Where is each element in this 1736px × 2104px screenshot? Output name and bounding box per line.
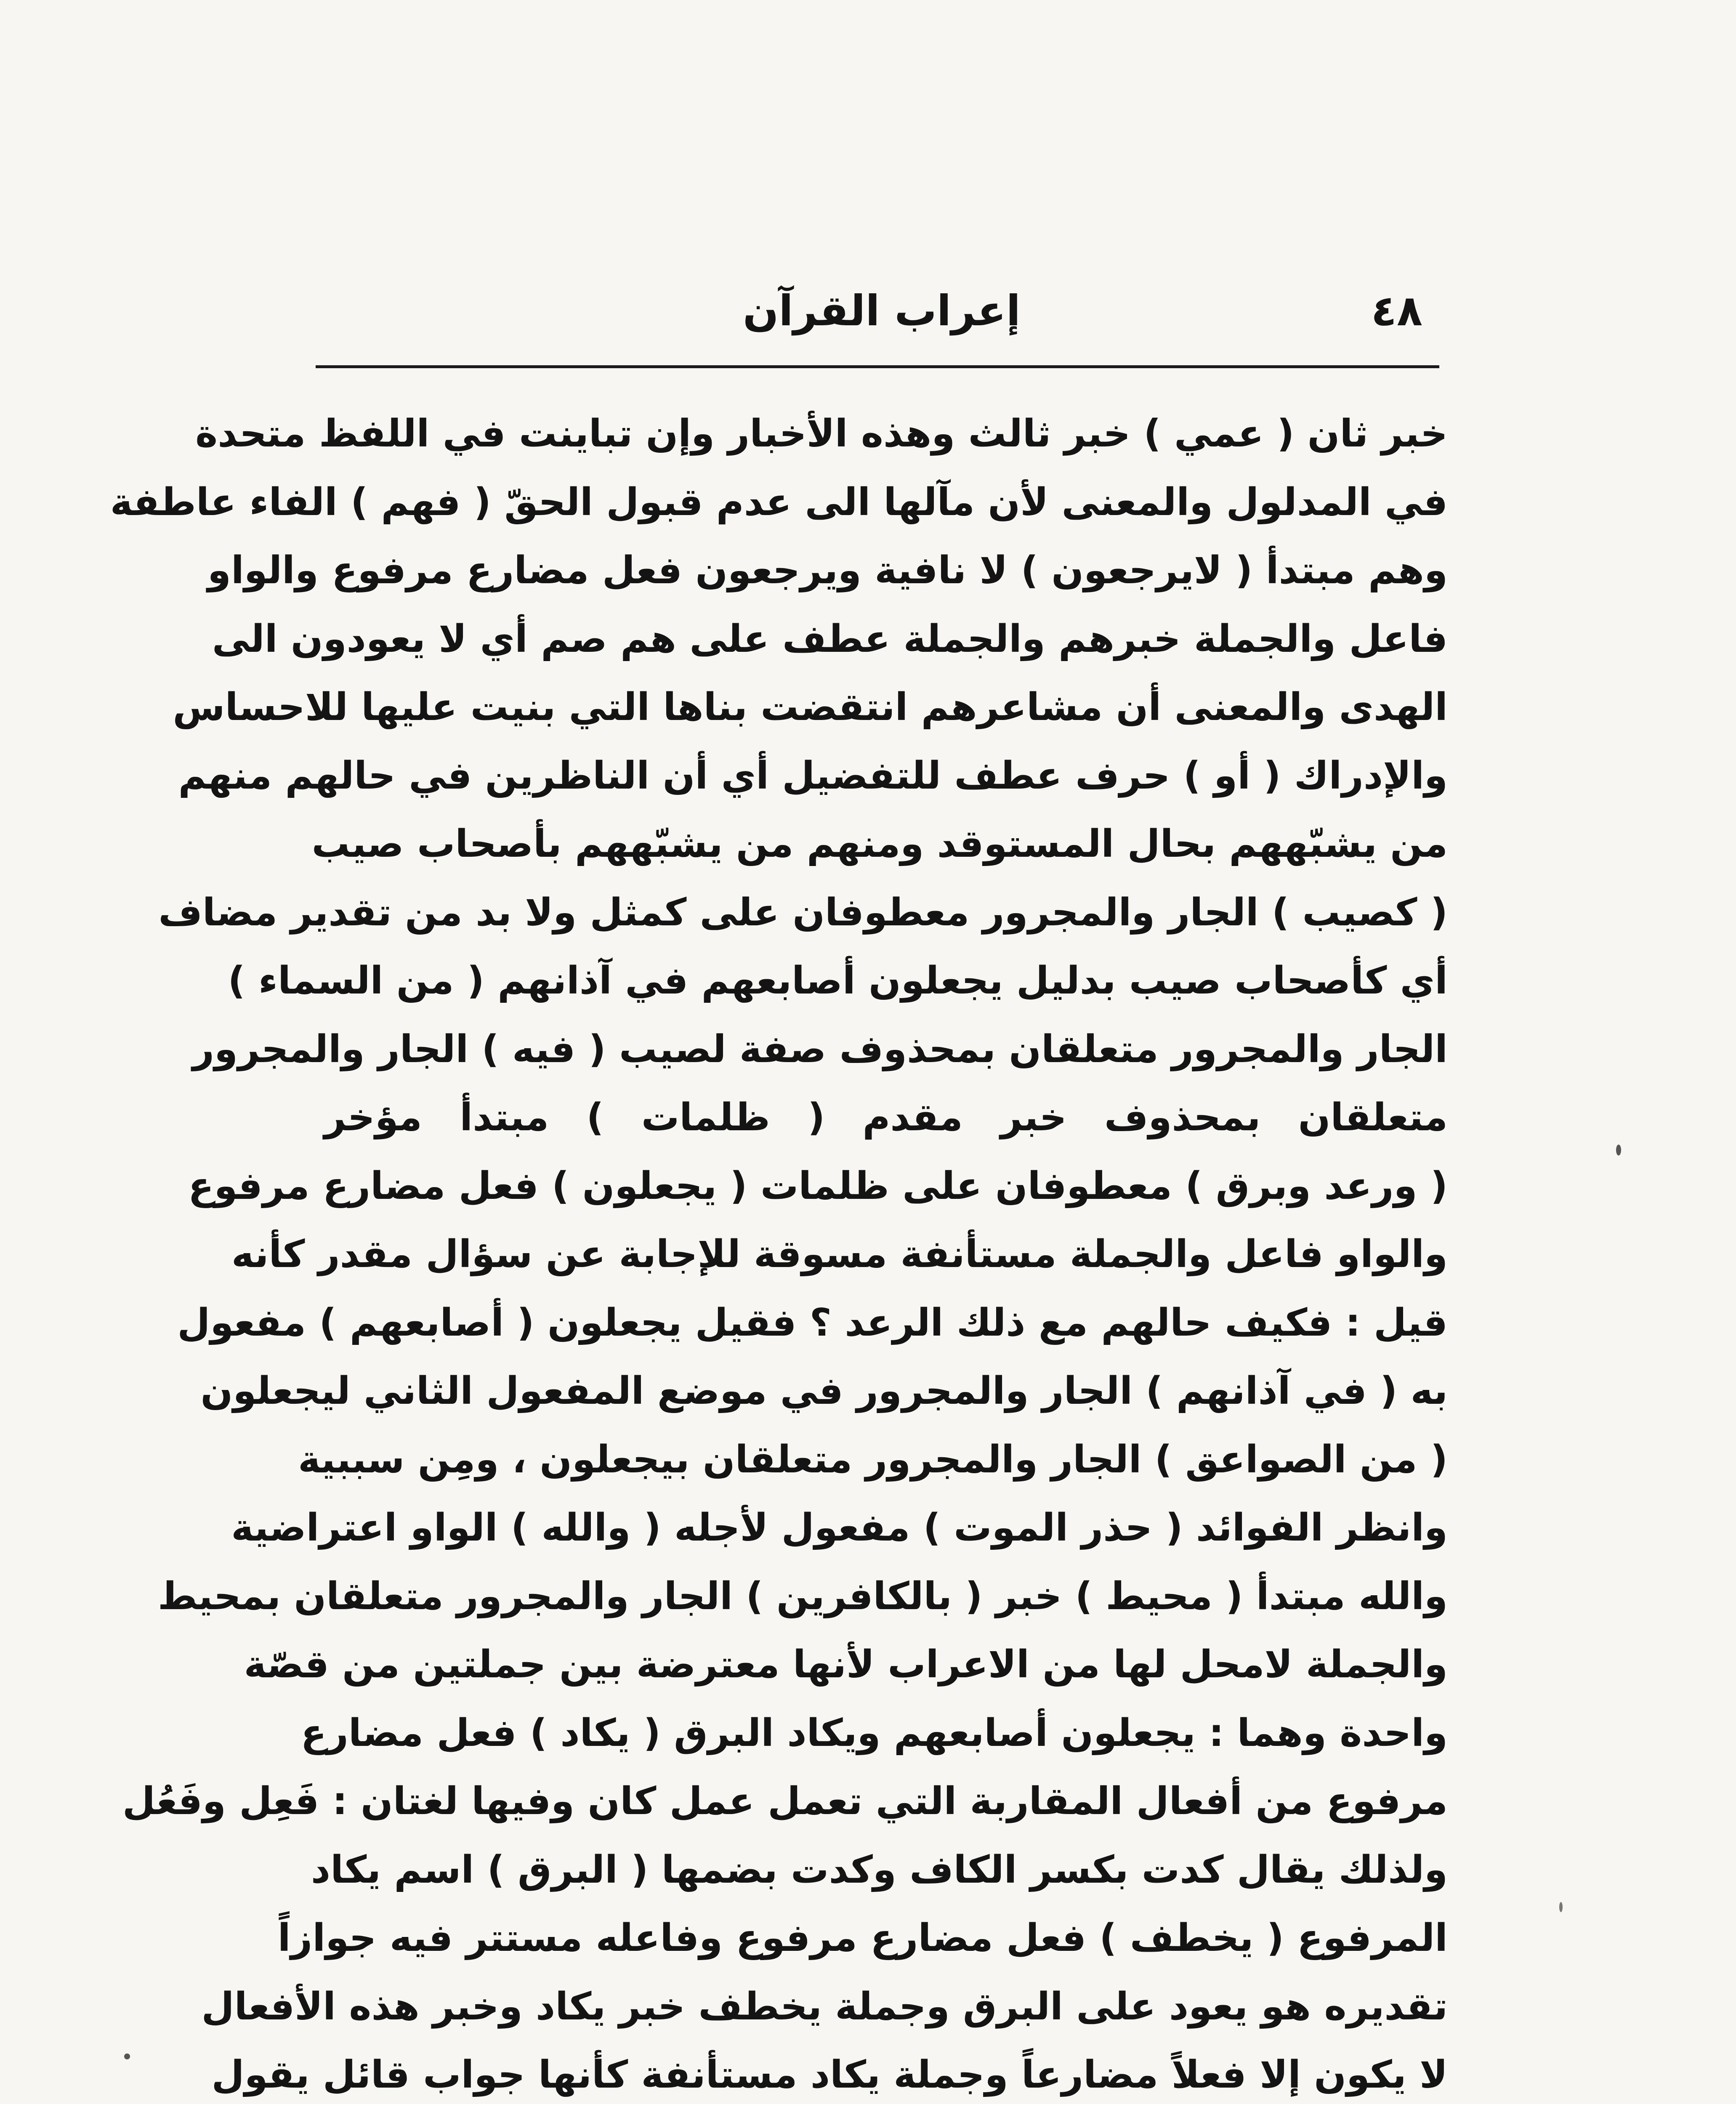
text-line: ( كصيب ) الجار والمجرور معطوفان على كمثل ولا بد من تقدير مضاف (158, 890, 1448, 935)
body-text (110, 400, 1448, 2104)
text-line: والله مبتدأ ( محيط ) خبر ( بالكافرين ) الجار والمجرور متعلقان بمحيط (157, 1574, 1448, 1618)
scan-speck (1559, 1902, 1563, 1912)
text-line: به ( في آذانهم ) الجار والمجرور في موضع المفعول الثاني ليجعلون (200, 1369, 1448, 1413)
text-line: الهدى والمعنى أن مشاعرهم انتقضت بناها التي بنيت عليها للاحساس (173, 685, 1448, 729)
page-number: ٤٨ (1371, 286, 1422, 335)
text-line: فاعل والجملة خبرهم والجملة عطف على هم صم أي لا يعودون الى (212, 616, 1448, 661)
text-line: المرفوع ( يخطف ) فعل مضارع مرفوع وفاعله مستتر فيه جوازاً (277, 1916, 1448, 1960)
text-line: واحدة وهما : يجعلون أصابعهم ويكاد البرق ( يكاد ) فعل مضارع (300, 1711, 1448, 1755)
text-line: وهم مبتدأ ( لايرجعون ) لا نافية ويرجعون فعل مضارع مرفوع والواو (207, 548, 1448, 592)
text-line: تقديره هو يعود على البرق وجملة يخطف خبر يكاد وخبر هذه الأفعال (201, 1984, 1448, 2029)
scan-speck (1616, 1145, 1621, 1156)
text-line: خبر ثان ( عمي ) خبر ثالث وهذه الأخبار وإن تباينت في اللفظ متحدة (195, 412, 1448, 456)
text-line: لا يكون إلا فعلاً مضارعاً وجملة يكاد مستأنفة كأنها جواب قائل يقول (211, 2053, 1448, 2097)
text-line: والجملة لامحل لها من الاعراب لأنها معترضة بين جملتين من قصّة (244, 1642, 1448, 1687)
text-line: أي كأصحاب صيب بدليل يجعلون أصابعهم في آذانهم ( من السماء ) (228, 959, 1448, 1003)
text-line: مرفوع من أفعال المقاربة التي تعمل عمل كان وفيها لغتان : فَعِل وفَعُل (122, 1779, 1448, 1823)
text-line: وانظر الفوائد ( حذر الموت ) مفعول لأجله ( والله ) الواو اعتراضية (231, 1506, 1448, 1550)
header-rule (316, 365, 1439, 368)
text-line: من يشبّههم بحال المستوقد ومنهم من يشبّههم بأصحاب صيب (311, 822, 1448, 866)
text-line: ( ورعد وبرق ) معطوفان على ظلمات ( يجعلون ) فعل مضارع مرفوع (188, 1164, 1448, 1208)
page-header (324, 278, 1439, 345)
text-line: والإدراك ( أو ) حرف عطف للتفضيل أي أن الناظرين في حالهم منهم (178, 753, 1448, 798)
text-line: والواو فاعل والجملة مستأنفة مسوقة للإجابة عن سؤال مقدر كأنه (231, 1232, 1448, 1276)
text-line: قيل : فكيف حالهم مع ذلك الرعد ؟ فقيل يجعلون ( أصابعهم ) مفعول (177, 1300, 1448, 1345)
text-line: متعلقان بمحذوف خبر مقدم ( ظلمات ) مبتدأ مؤخر (324, 1095, 1448, 1140)
text-line: ( من الصواعق ) الجار والمجرور متعلقان بيجعلون ، ومِن سببية (298, 1437, 1448, 1482)
scan-speck (124, 2054, 130, 2059)
running-title: إعراب القرآن (742, 286, 1021, 335)
text-line: في المدلول والمعنى لأن مآلها الى عدم قبول الحقّ ( فهم ) الفاء عاطفة (110, 480, 1448, 524)
text-line: ولذلك يقال كدت بكسر الكاف وكدت بضمها ( البرق ) اسم يكاد (311, 1847, 1448, 1892)
text-line: الجار والمجرور متعلقان بمحذوف صفة لصيب ( فيه ) الجار والمجرور (192, 1027, 1448, 1071)
